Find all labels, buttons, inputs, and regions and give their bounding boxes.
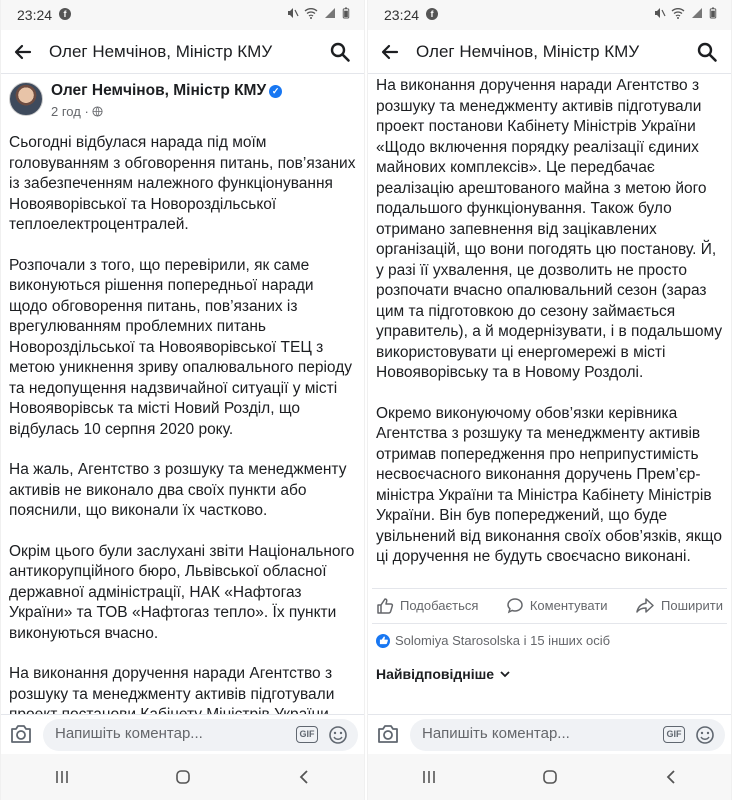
post-meta: 2 год ·: [51, 104, 103, 119]
facebook-icon: f: [59, 8, 71, 20]
globe-icon: [92, 106, 103, 117]
post-body: [368, 75, 731, 568]
reactions-summary[interactable]: [368, 624, 731, 658]
like-reaction-icon: [376, 634, 390, 648]
post-body: [1, 125, 364, 726]
back-arrow-icon: [14, 43, 32, 61]
phone-screen-left: [0, 0, 365, 800]
battery-icon: [709, 7, 717, 19]
system-nav-bar: [1, 754, 364, 800]
home-button[interactable]: [163, 762, 203, 792]
comment-box: [43, 719, 358, 751]
search-icon: [697, 42, 717, 62]
back-button[interactable]: [7, 36, 39, 68]
emoji-icon: [328, 725, 348, 745]
back-button[interactable]: [374, 36, 406, 68]
recent-apps-icon: [54, 770, 70, 784]
emoji-button[interactable]: [328, 725, 348, 750]
page-title: Олег Немчінов, Міністр КМУ: [416, 42, 640, 61]
post-paragraph: Окрім цього були заслухані звіти Національного антикорупційного бюро, Львівської обласної державної адміністрації, НАК «Нафтогаз України» та ТОВ «Нафтогаз тепло». Їх пункти виконуються вчасно.: [9, 542, 355, 642]
page-title: Олег Немчінов, Міністр КМУ: [49, 42, 273, 61]
status-icons: [286, 7, 350, 19]
post-paragraph: На виконання доручення наради Агентство з розшуку та менеджменту активів підготували: [9, 665, 335, 703]
home-icon: [175, 769, 191, 785]
comment-composer: [368, 714, 731, 754]
signal-icon: [691, 7, 703, 19]
home-icon: [542, 769, 558, 785]
recent-apps-icon: [421, 770, 437, 784]
phone-screen-right: [367, 0, 732, 800]
status-icons: [653, 7, 717, 19]
post-header: [1, 75, 364, 125]
nav-back-icon: [298, 769, 310, 785]
search-button[interactable]: [324, 36, 356, 68]
chevron-down-icon: [500, 670, 510, 678]
nav-back-button[interactable]: [651, 762, 691, 792]
comment-box: [410, 719, 725, 751]
comment-button[interactable]: [506, 597, 608, 615]
post-paragraph: Окремо виконуючому обов’язки керівника Агентства з розшуку та менеджменту активів отримав попередження про неприпустимість несвоєчасного виконання доручень Прем’єр-міністра України та Міністра Кабінету Міністрів України. Він був попереджений, що буде увільнений від виконання своїх обов’язків, якщо ці доручення не будуть своєчасно виконані.: [376, 404, 722, 565]
signal-icon: [324, 7, 336, 19]
comment-sort-dropdown[interactable]: [368, 658, 731, 690]
back-arrow-icon: [381, 43, 399, 61]
emoji-icon: [695, 725, 715, 745]
share-label: Поширити: [661, 598, 723, 613]
sort-label: Найвідповідніше: [376, 665, 495, 682]
status-time: 23:24: [17, 7, 53, 23]
comment-input[interactable]: [422, 725, 622, 742]
camera-icon: [376, 723, 400, 745]
share-button[interactable]: [635, 597, 723, 615]
emoji-button[interactable]: [695, 725, 715, 750]
mute-icon: [653, 7, 665, 19]
battery-icon: [342, 7, 350, 19]
camera-button[interactable]: [9, 723, 33, 750]
reactions-text: Solomiya Starosolska і 15 інших осіб: [395, 633, 611, 648]
post-author[interactable]: [51, 82, 282, 100]
like-icon: [376, 597, 394, 615]
camera-icon: [9, 723, 33, 745]
comment-composer: [1, 714, 364, 754]
recent-apps-button[interactable]: [409, 762, 449, 792]
comment-label: Коментувати: [529, 598, 608, 613]
post-paragraph: На жаль, Агентство з розшуку та менеджменту активів не виконало два своїх пункти або пояснили, що виконали їх частково.: [9, 461, 347, 519]
mute-icon: [286, 7, 298, 19]
search-icon: [330, 42, 350, 62]
status-time: 23:24: [384, 7, 420, 23]
avatar[interactable]: [9, 82, 43, 116]
home-button[interactable]: [530, 762, 570, 792]
author-name[interactable]: Олег Немчінов, Міністр КМУ: [51, 82, 267, 99]
app-bar: [368, 30, 731, 74]
post-actions: [372, 588, 727, 624]
nav-back-icon: [665, 769, 677, 785]
post-paragraph: Розпочали з того, що перевірили, як саме виконуються рішення попередньої наради щодо обговорення питань, пов’язаних із врегулюванням проблемних питань Новороздільської та Новояворівської ТЕЦ з метою уникнення зриву опалювального періоду та недопущення надзвичайної ситуації у місті Новояворівськ та місті Новий Розділ, що відбулась 10 серпня 2020 року.: [9, 256, 352, 438]
facebook-icon: f: [426, 8, 438, 20]
wifi-icon: [304, 7, 318, 19]
like-button[interactable]: [376, 597, 478, 615]
recent-apps-button[interactable]: [42, 762, 82, 792]
verified-icon: ✓: [269, 85, 282, 98]
status-bar: [368, 0, 731, 30]
post-time[interactable]: 2 год: [51, 104, 81, 119]
nav-back-button[interactable]: [284, 762, 324, 792]
post-content: [1, 75, 364, 714]
gif-button[interactable]: GIF: [296, 726, 318, 743]
post-paragraph: На виконання доручення наради Агентство з розшуку та менеджменту активів підготували проект постанови Кабінету Міністрів України «Щодо включення порядку реалізації єдиних майнових комплексів». Це передбачає реалізацію арештованого майна з метою його подальшого функціонування. Також було отримано запевнення від зацікавлених організацій, що вони погодять цю постанову. Й, у разі її ухвалення, це дозволить не просто розпочати вчасно опалювальний сезон (зараз цим та підготовкою до сезону займається управитель), а й модернізувати, і в подальшому використовувати ці енергомережі в місті Новояворівську та в Новому Роздолі.: [376, 77, 723, 381]
post-content: [368, 75, 731, 714]
search-button[interactable]: [691, 36, 723, 68]
status-bar: [1, 0, 364, 30]
comment-input[interactable]: [55, 725, 255, 742]
post-paragraph: Сьогодні відбулася нарада під моїм головуванням з обговорення питань, пов’язаних із забезпеченням належного функціонування Новояворівської та Новороздільської теплоелектроцентралей.: [9, 134, 356, 233]
share-icon: [635, 597, 655, 615]
like-label: Подобається: [400, 598, 479, 613]
camera-button[interactable]: [376, 723, 400, 750]
gif-button[interactable]: GIF: [663, 726, 685, 743]
app-bar: [1, 30, 364, 74]
wifi-icon: [671, 7, 685, 19]
system-nav-bar: [368, 754, 731, 800]
comment-icon: [506, 597, 524, 615]
